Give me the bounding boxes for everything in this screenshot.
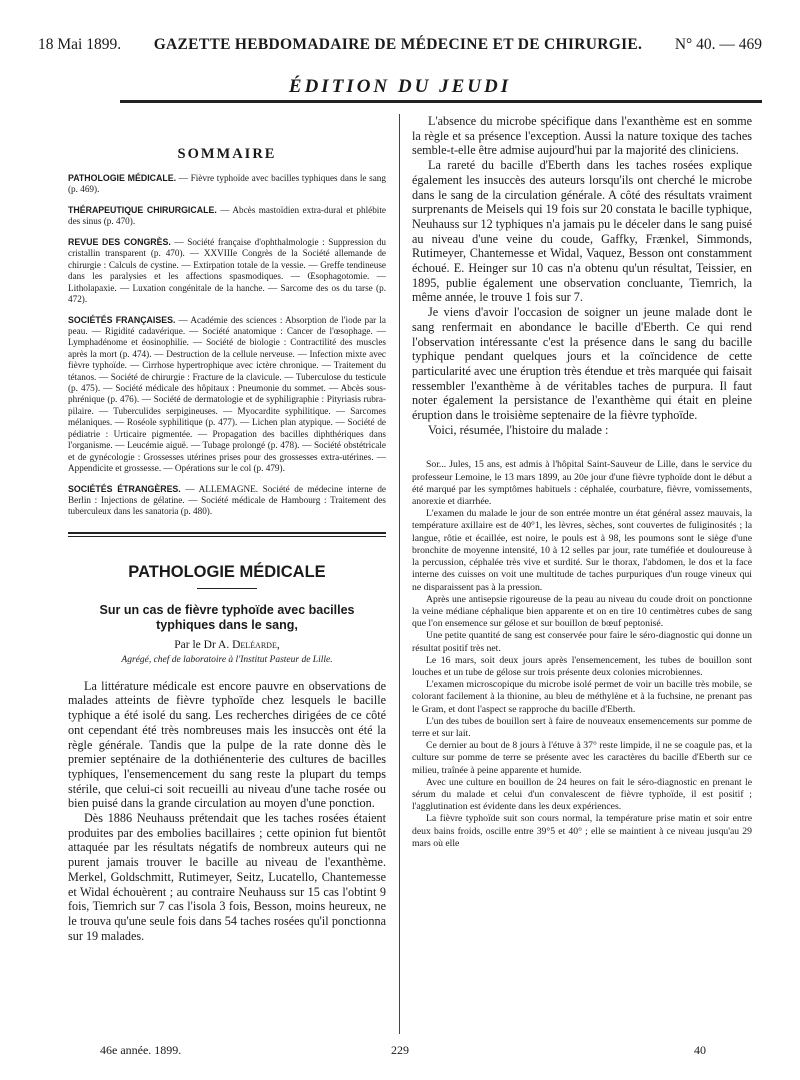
edition-title: ÉDITION DU JEUDI	[288, 76, 512, 97]
author-name: Deléarde,	[232, 638, 280, 651]
paragraph: Voici, résumée, l'histoire du malade :	[428, 422, 609, 437]
case-paragraph: Avec une culture en bouillon de 24 heures on fait le séro-diagnostic en prenant le sérum du malade et celui d'un convalescent de fièvre typhoïde, il est positif ; l'agglutination est évidente dans les deux expériences.	[412, 776, 752, 813]
byline: Par le Dr A. Deléarde,	[174, 638, 280, 651]
case-paragraph: L'examen microscopique du microbe isolé permet de voir un bacille très mobile, se colorant facilement à la thionine, au bleu de méthylène et à la fuchsine, ne prenant pas le Gram, et dont l'aspect se rapproche du bacille d'Eberth.	[412, 679, 752, 715]
paragraph: Je viens d'avoir l'occasion de soigner un jeune malade dont le sang renfermait en abondance le bacille d'Eberth. Ce qui rend l'observation intéressante c'est la présence dans le sang du bacille typhique pendant quelques jours et la coïncidence de cette particularité avec une éruption très étendue et très marquée qui faisait ressembler l'exanthème à de véritables taches de purpura. Il faut noter également la persistance de l'exanthème qui était en pleine éruption dans le troisième septenaire de la fièvre typhoïde.	[412, 305, 752, 423]
issue-number: N° 40. — 469	[674, 36, 762, 53]
section-title: PATHOLOGIE MÉDICALE	[128, 562, 326, 581]
sommaire-entry: PATHOLOGIE MÉDICALE. — Fièvre typhoïde avec bacilles typhiques dans le sang (p. 469).	[68, 173, 386, 195]
volume-year: 46e année. 1899.	[100, 1043, 182, 1057]
article-title: Sur un cas de fièvre typhoïde avec bacilles typhiques dans le sang,	[99, 602, 355, 632]
section-rule	[68, 536, 386, 537]
sommaire-entry: REVUE DES CONGRÈS. — Société française d'ophthalmologie : Suppression du cristallin transparent (p. 470). — XXVIIIe Congrès de la Société allemande de chirurgie : Calculs de cystine. — Extirpation totale de la vessie. — Greffe tendineuse dans les paralysies et les affections spasmodiques. — Œsophagotomie. — Litholapaxie. — Luxation congénitale de la hanche. — Sarcome des os du tarse (p. 472).	[68, 237, 386, 305]
issue-date: 18 Mai 1899.	[38, 36, 122, 53]
sheet-number: 40	[694, 1043, 706, 1057]
case-paragraph: L'un des tubes de bouillon sert à faire de nouveaux ensemencements sur pomme de terre et sur lait.	[412, 715, 752, 739]
sommaire-entry: THÉRAPEUTIQUE CHIRURGICALE. — Abcès mastoïdien extra-dural et phlébite des sinus (p. 470).	[68, 205, 386, 227]
case-paragraph: Sor... Jules, 15 ans, est admis à l'hôpital Saint-Sauveur de Lille, dans le service du professeur Lemoine, le 13 mars 1899, au 20e jour d'une fièvre typhoïde dont le début a été marqué par les symptômes habituels : céphalée, courbature, fièvre, vomissements, anorexie et diarrhée.	[412, 459, 752, 508]
left-column	[68, 114, 386, 943]
sommaire-entry: SOCIÉTÉS ÉTRANGÈRES. — ALLEMAGNE. Société de médecine interne de Berlin : Injections de gélatine. — Société médicale de Hambourg : Traitement des tuberculeux dans les sanatoria (p. 480).	[68, 483, 386, 517]
paragraph: La rareté du bacille d'Eberth dans les taches rosées explique également les insuccès des auteurs lorsqu'ils ont cherché le microbe dans le sang de la circulation générale. A côté des résultats vraiment surprenants de Meisels qui 19 fois sur 20 constata le bacille typhique, Neuhauss sur 12 typhiques n'a jamais pu le déceler dans le sang puisé au niveau d'une veine du coude, Gaffky, Frænkel, Simmonds, Rutimeyer, Chantemesse et Widal, Vaquez, Besson ont constamment échoué. E. Heinger sur 10 cas n'a obtenu qu'un résultat, Teissier, en 1895, publie également une observation concluante, Tiemrich, la même année, le trouve 1 fois sur 7.	[412, 158, 752, 305]
title-underline	[197, 588, 257, 589]
paragraph: La littérature médicale est encore pauvre en observations de malades atteints de fièvre typhoïde chez lesquels le bacille typhique a été isolé du sang. Les recherches dirigées de ce côté ont cependant été très nombreuses mais les insuccès ont été la règle générale. Tandis que la pulpe de la rate donne dès le premier septénaire de la dothiénenterie des cultures de bacilles typhiques, l'ensemencement du sang reste la plupart du temps stérile, que celui-ci soit recueilli au niveau d'une tache rosée ou bien puisé dans la grande circulation au moyen d'une ponction.	[68, 678, 386, 811]
author-affiliation: Agrégé, chef de laboratoire à l'Institut Pasteur de Lille.	[121, 654, 333, 665]
page-number: 229	[391, 1043, 409, 1057]
sommaire-title: SOMMAIRE	[177, 146, 277, 162]
case-report	[412, 459, 752, 850]
paragraph: L'absence du microbe spécifique dans l'exanthème est en somme la règle et sa présence l'exception. Aussi la nature toxique des taches semble-t-elle être admise aujourd'hui par la majorité des cliniciens.	[412, 114, 752, 158]
case-paragraph: L'examen du malade le jour de son entrée montre un état général assez mauvais, la température axillaire est de 40°1, les lèvres, sèches, sont couvertes de fuliginosités ; la langue, rôtie et écaillée, est noire, le pouls est à 98, les poumons sont le siège d'une bronchite de moyenne intensité, 10 à 12 selles par jour, rate tuméfiée et douloureuse à la percussion, céphalée très vive et surdité. Sur le thorax, l'abdomen, le dos et la face interne des cuisses on voit une multitude de taches purpuriques d'un rouge vineux qui ne disparaissent pas à la pression.	[412, 508, 752, 593]
case-paragraph: Le 16 mars, soit deux jours après l'ensemencement, les tubes de bouillon sont louches et un tube de gélose sur trois présente deux colonies microbiennes.	[412, 654, 752, 678]
section-rule	[68, 532, 386, 534]
sommaire-entry: SOCIÉTÉS FRANÇAISES. — Académie des sciences : Absorption de l'iode par la peau. — Rigidité cadavérique. — Société anatomique : Cancer de l'œsophage. — Lymphadénome et éosinophilie. — Société de biologie : Contractilité des muscles après la mort (p. 474). — Destruction de la cellule nerveuse. — Infection mixte avec fièvre typhoïde. — Cirrhose hypertrophique avec ictère chronique. — Traitement du tétanos. — Société de chirurgie : Fracture de la clavicule. — Tuberculose du testicule (p. 475). — Société médicale des hôpitaux : Pneumonie du sommet. — Abcès sous-phrénique (p. 476). — Société de dermatologie et de syphiligraphie : Pityriasis rubra-pilaire. — Tuberculides serpigineuses. — Myocardite syphilitique. — Sarcomes mélaniques. — Roséole syphilitique (p. 477). — Lichen plan atypique. — Société de pédiatrie : Urticaire pigmentée. — Propagation des bacilles diphthériques dans l'organisme. — Leucémie aiguë. — Tubage prolongé (p. 478). — Société obstétricale et de gynécologie : Grossesses utérines prises pour des grossesses extra-utérines. — Appendicite et grossesse. — Opérations sur le col (p. 479).	[68, 314, 386, 473]
sommaire-list	[68, 173, 386, 518]
journal-title: GAZETTE HEBDOMADAIRE DE MÉDECINE ET DE CHIRURGIE.	[153, 36, 643, 53]
case-paragraph: La fièvre typhoïde suit son cours normal, la température prise matin et soir entre deux bains froids, oscille entre 39°5 et 40° ; elle se maintient à ce niveau jusqu'au 29 mars où elle	[412, 813, 752, 849]
page-header	[38, 36, 762, 62]
right-column	[412, 114, 752, 850]
case-paragraph: Après une antisepsie rigoureuse de la peau au niveau du coude droit on ponctionne la veine médiane céphalique bien apparente et on en tire 10 centimètres cubes de sang que l'on ensemence sur gélose et sur bouillon de bœuf peptonisé.	[412, 593, 752, 630]
column-divider	[399, 114, 400, 1034]
case-paragraph: Ce dernier au bout de 8 jours à l'étuve à 37° reste limpide, il ne se coagule pas, et la culture sur pomme de terre se présente avec les caractères du bacille d'Eberth sur ce milieu, traînée à peine apparente et humide.	[412, 740, 752, 776]
case-paragraph: Une petite quantité de sang est conservée pour faire le séro-diagnostic qui donne un résultat positif très net.	[412, 630, 752, 654]
paragraph: Dès 1886 Neuhauss prétendait que les taches rosées étaient produites par des embolies bacillaires ; cette opinion fut bientôt attaquée par les résultats négatifs de nombreux auteurs qui ne purent jamais trouver le bacille au niveau de l'exanthème. Merkel, Goldschmitt, Rutimeyer, Seitz, Lucatello, Chantemesse et Widal échouèrent ; au contraire Neuhauss sur 15 cas l'obtint 9 fois, Tiemrich sur 7 cas l'isola 3 fois, Besson, moins heureux, ne le trouva qu'une seule fois dans 54 taches rosées qu'il ponctionna sur 19 malades.	[68, 811, 386, 943]
edition-rule	[120, 100, 762, 103]
